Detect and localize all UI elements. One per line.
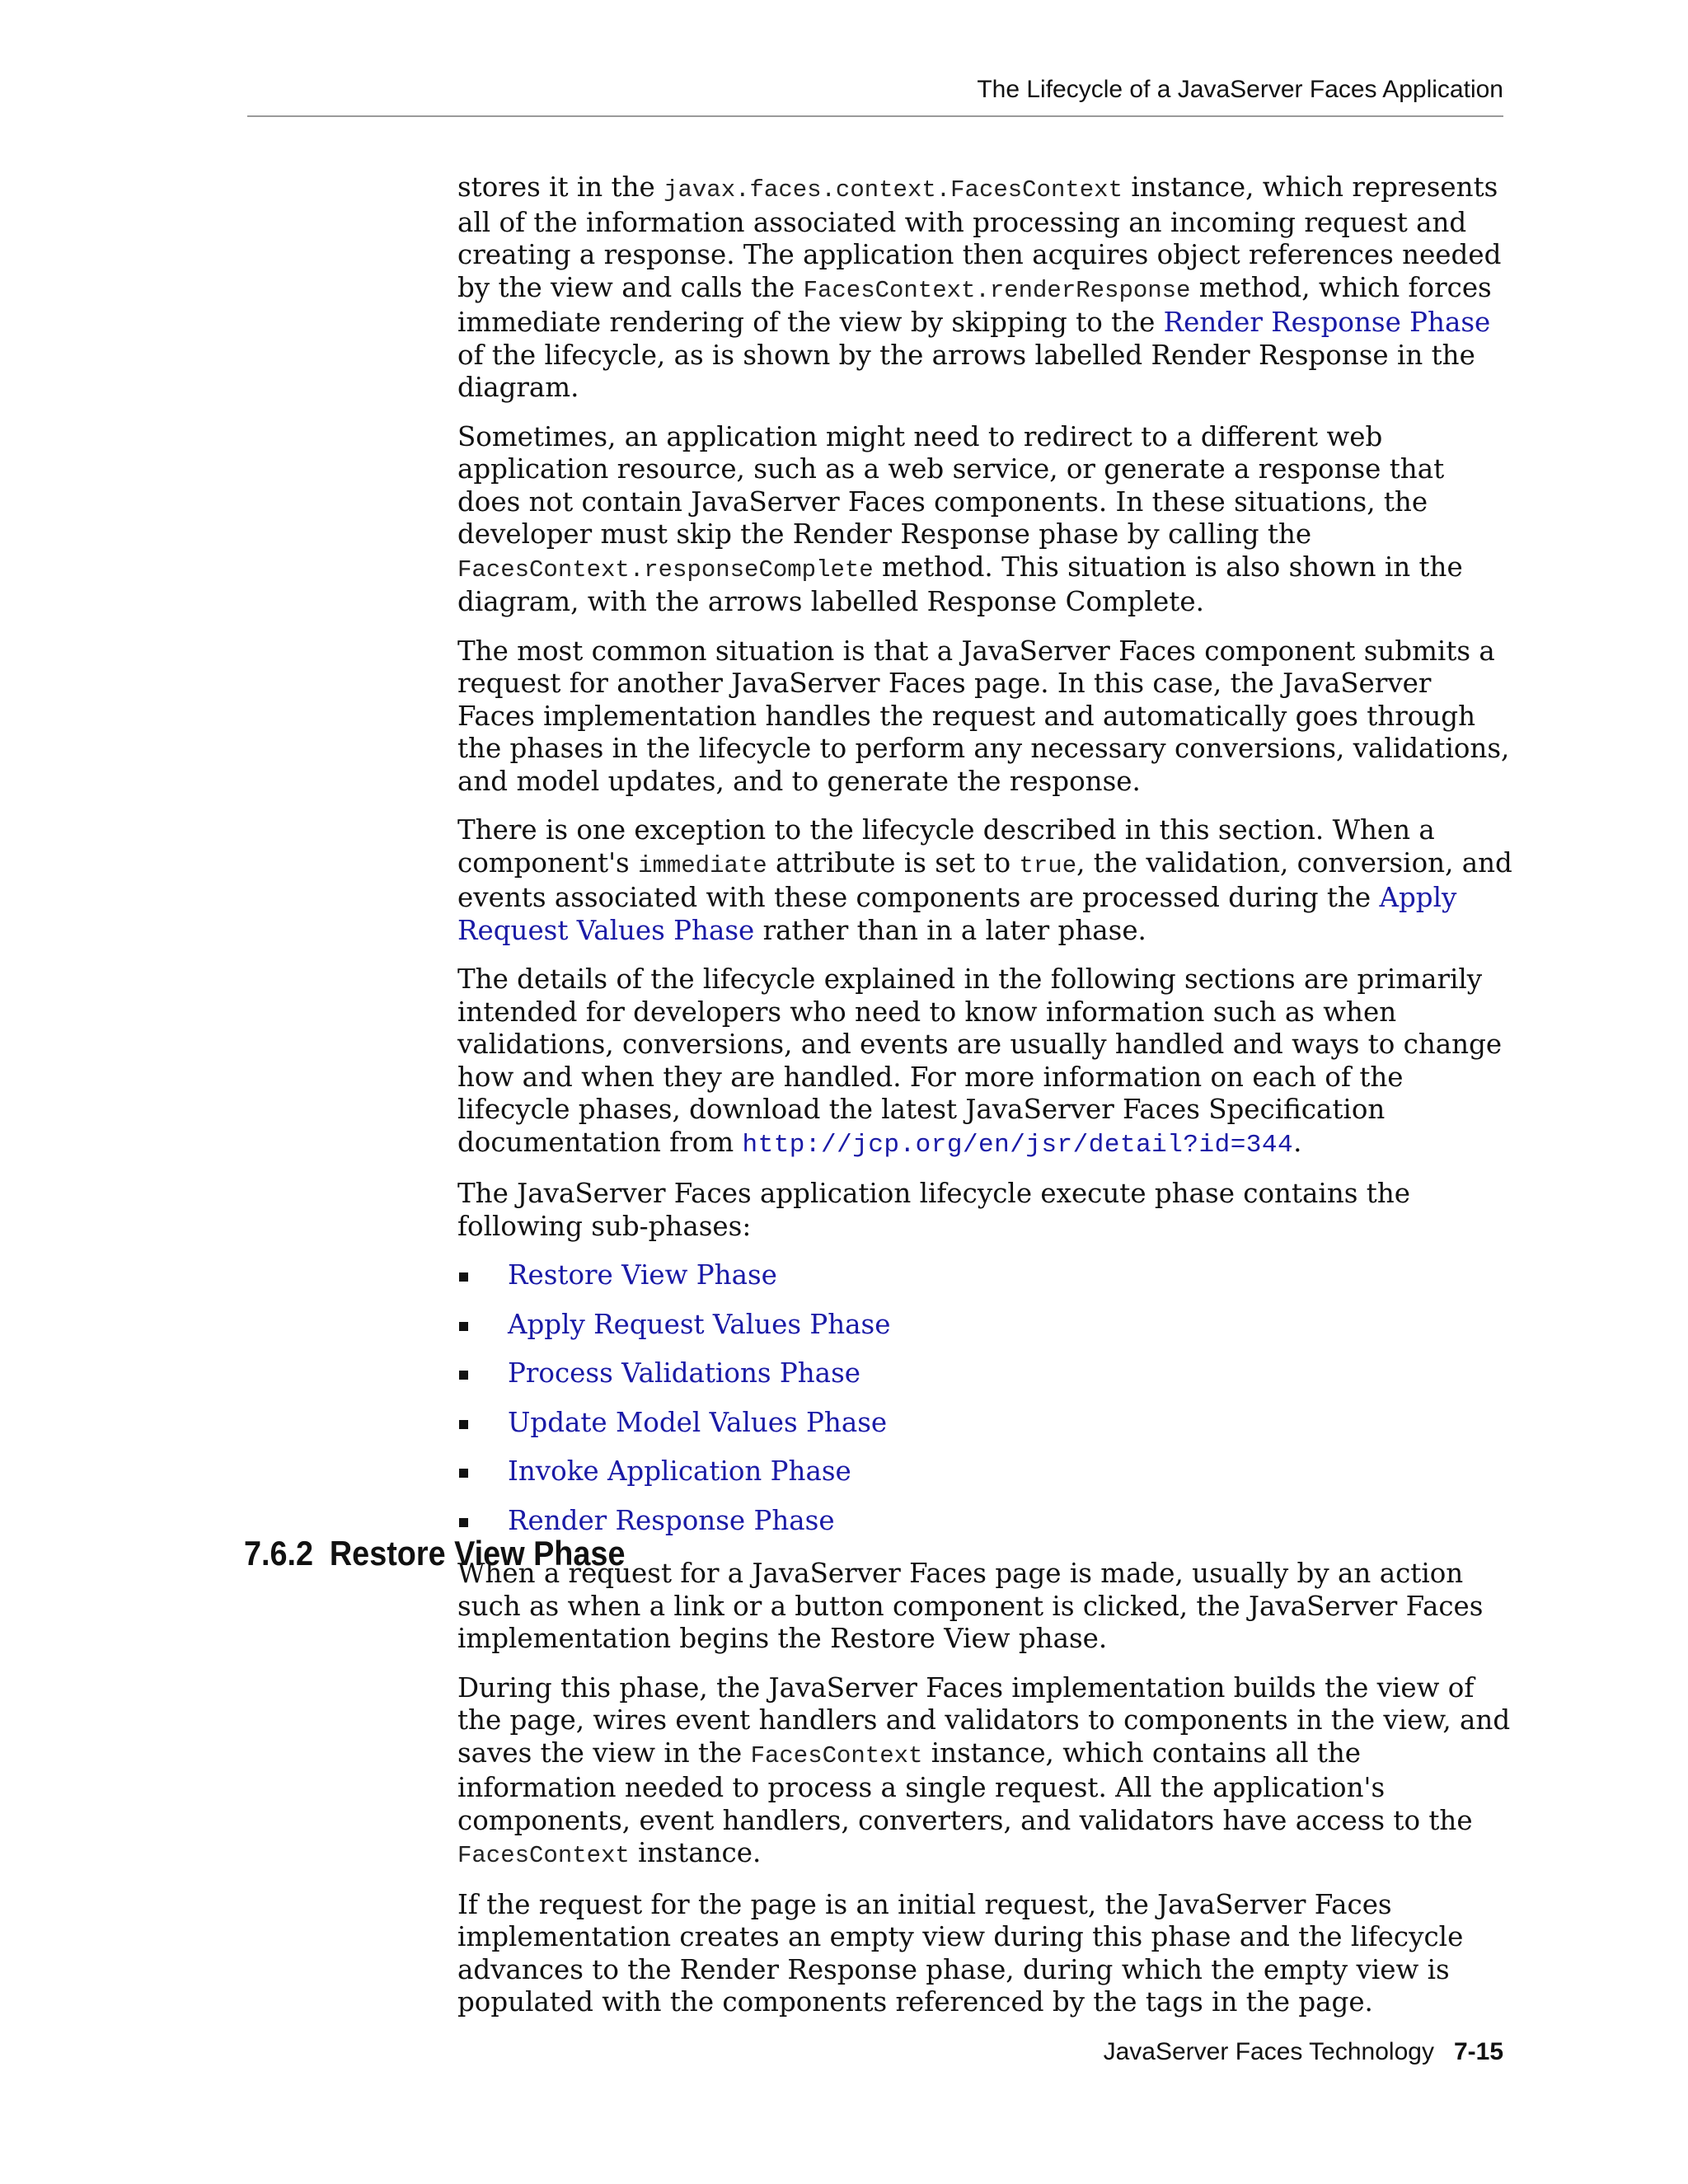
paragraph-common-situation: The most common situation is that a JavaServer Faces component submits a request for another JavaServer Faces page. In this case, the JavaServer Faces implementation handles the request and automatically goes through the phases in the lifecycle to perform any necessary conversions, validations, and model updates, and to generate the response. — [457, 635, 1510, 797]
section-number: 7.6.2 — [244, 1533, 314, 1572]
bullet-square-icon — [459, 1518, 468, 1527]
text: The details of the lifecycle explained in the following sections are primarily intended for developers who need to know information such as when validations, conversions, and events are usually handled and ways to change how and when they are handled. For more information on each of the lifecycle phases, download the latest JavaServer Faces Specification documentation from — [457, 963, 1503, 1158]
link-apply-request-values-phase-list[interactable]: Apply Request Values Phase — [508, 1308, 891, 1340]
running-header-title: The Lifecycle of a JavaServer Faces Application — [977, 76, 1503, 103]
paragraph-lifecycle-details — [457, 963, 1512, 1161]
code-faces-context: FacesContext — [457, 1842, 630, 1869]
list-item — [457, 1357, 1512, 1390]
code-render-response-method: FacesContext.renderResponse — [803, 276, 1191, 304]
text: . — [1293, 1126, 1302, 1158]
text: method, which forces immediate rendering of the view by skipping to the — [457, 271, 1492, 338]
text: instance. — [629, 1837, 762, 1868]
link-jcp-spec-url[interactable]: http://jcp.org/en/jsr/detail?id=344 — [742, 1130, 1294, 1160]
link-update-model-values-phase[interactable]: Update Model Values Phase — [508, 1406, 888, 1438]
code-faces-context: FacesContext — [750, 1741, 923, 1769]
code-faces-context-class: javax.faces.context.FacesContext — [663, 176, 1123, 204]
text: rather than in a later phase. — [754, 914, 1146, 946]
text: instance, which represents all of the information associated with processing an incoming request and creating a response. The application then acquires object references needed by the view and calls the — [457, 171, 1502, 303]
list-item — [457, 1407, 1512, 1440]
paragraph-sub-phases-intro: The JavaServer Faces application lifecycle execute phase contains the following sub-phases: — [457, 1178, 1410, 1242]
link-apply-request-values-phase[interactable]: Apply Request Values Phase — [457, 882, 1457, 946]
link-process-validations-phase[interactable]: Process Validations Phase — [508, 1357, 860, 1389]
text: stores it in the — [457, 171, 664, 203]
text: Sometimes, an application might need to redirect to a different web application resource, such as a web service, or generate a response that does not contain JavaServer Faces components. In these situations, the developer must skip the Render Response phase by calling the — [457, 420, 1445, 550]
phase-list — [457, 1259, 1512, 1537]
paragraph-immediate-exception — [457, 814, 1512, 947]
bullet-square-icon — [459, 1322, 468, 1331]
text: of the lifecycle, as is shown by the arrows labelled Render Response in the diagram. — [457, 339, 1475, 403]
bullet-square-icon — [459, 1469, 468, 1478]
code-true: true — [1019, 851, 1077, 879]
code-response-complete-method: FacesContext.responseComplete — [457, 555, 874, 583]
text: There is one exception to the lifecycle described in this section. When a component's — [457, 814, 1435, 879]
link-restore-view-phase[interactable]: Restore View Phase — [508, 1259, 777, 1291]
text: During this phase, the JavaServer Faces implementation builds the view of the page, wires event handlers and validators to components in the view, and saves the view in the — [457, 1671, 1511, 1769]
section-body — [457, 1558, 1512, 2036]
bullet-square-icon — [459, 1371, 468, 1380]
paragraph-faces-context — [457, 171, 1512, 405]
paragraph-redirect — [457, 421, 1512, 619]
text: method. This situation is also shown in the diagram, with the arrows labelled Response Complete. — [457, 551, 1463, 617]
bullet-square-icon — [459, 1420, 468, 1429]
code-immediate: immediate — [638, 851, 767, 879]
paragraph-restore-view-build — [457, 1672, 1512, 1872]
list-item — [457, 1309, 1512, 1342]
paragraph-initial-request: If the request for the page is an initial request, the JavaServer Faces implementation creates an empty view during this phase and the lifecycle advances to the Render Response phase, during which the empty view is populated with the components referenced by the tags in the page. — [457, 1888, 1464, 2018]
list-item — [457, 1259, 1512, 1292]
bullet-square-icon — [459, 1272, 468, 1282]
link-render-response-phase-list[interactable]: Render Response Phase — [508, 1504, 835, 1536]
footer-book-title: JavaServer Faces Technology — [1103, 2038, 1434, 2065]
body-content — [457, 171, 1512, 1554]
text: instance, which contains all the information needed to process a single request. All the application's components, event handlers, converters, and validators have access to the — [457, 1736, 1473, 1836]
text: , the validation, conversion, and events associated with these components are processed during the — [457, 846, 1512, 913]
link-render-response-phase[interactable]: Render Response Phase — [1163, 307, 1491, 338]
link-invoke-application-phase[interactable]: Invoke Application Phase — [508, 1455, 851, 1487]
section-title: Restore View Phase — [329, 1533, 626, 1572]
text: attribute is set to — [767, 846, 1020, 879]
paragraph-restore-view-start: When a request for a JavaServer Faces page is made, usually by an action such as when a link or a button component is clicked, the JavaServer Faces implementation begins the Restore View phase. — [457, 1558, 1484, 1654]
running-header — [247, 76, 1503, 117]
running-footer — [1104, 2036, 1503, 2069]
list-item — [457, 1455, 1512, 1488]
page-number: 7-15 — [1453, 2038, 1503, 2065]
